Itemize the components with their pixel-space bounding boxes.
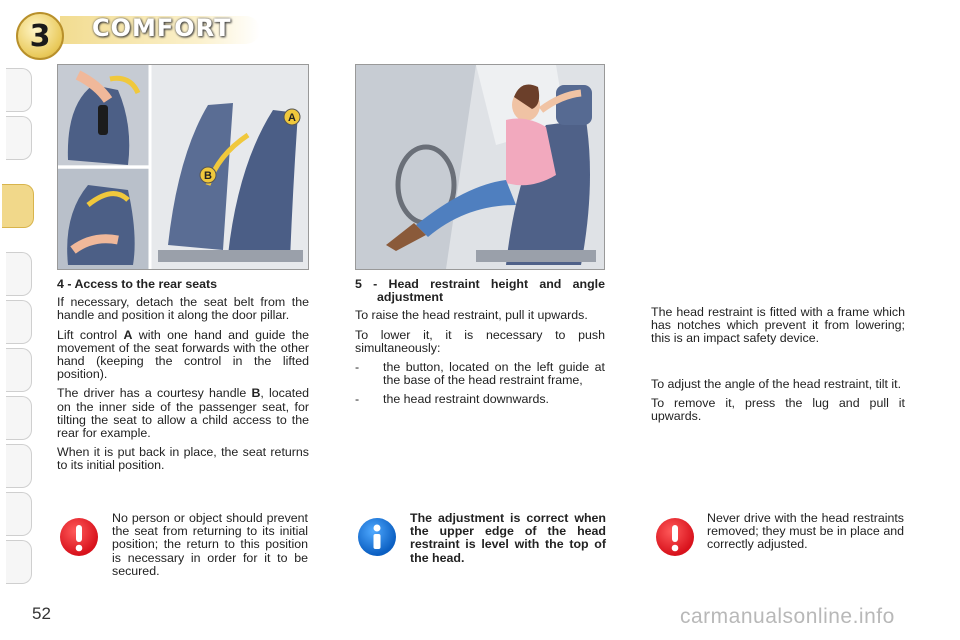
chapter-tab-active xyxy=(2,184,34,228)
head-restraint-illustration xyxy=(355,64,605,270)
list-item-text: the button, located on the left guide at the base of the head restraint frame, xyxy=(383,360,605,388)
page-number: 52 xyxy=(32,604,51,623)
list-item xyxy=(355,393,605,406)
list-item xyxy=(355,361,605,387)
paragraph: To raise the head restraint, pull it upwards. xyxy=(355,308,588,323)
chapter-tab xyxy=(6,492,32,536)
chapter-tab xyxy=(6,540,32,584)
section-heading: 5 - Head restraint height and angle adjustment xyxy=(355,277,605,305)
handle-b-ref: B xyxy=(251,386,261,401)
paragraph: To adjust the angle of the head restraint, tilt it. xyxy=(651,376,902,391)
chapter-number-badge: 3 xyxy=(16,12,64,60)
paragraph: The head restraint is fitted with a frame which has notches which prevent it from lowering; this is an impact safety device. xyxy=(651,305,905,346)
page-header xyxy=(0,0,960,60)
head-restraint-section xyxy=(355,278,605,413)
chapter-tab xyxy=(6,300,32,344)
head-restraint-warning: Never drive with the head restraints removed; they must be in place and correctly adjusted. xyxy=(707,511,904,552)
warning-icon xyxy=(60,518,98,556)
paragraph xyxy=(57,387,309,440)
chapter-tab xyxy=(6,68,32,112)
text-span: The driver has a courtesy handle xyxy=(57,386,252,401)
paragraph: To remove it, press the lug and pull it upwards. xyxy=(651,395,905,424)
section-heading: 4 - Access to the rear seats xyxy=(57,277,218,291)
text-span: with one hand and guide the movement of the seat forwards with the other hand (keeping the control in the lifted position). xyxy=(57,327,309,382)
paragraph xyxy=(57,329,309,382)
list-dash: - xyxy=(355,392,360,407)
list-item-text: the head restraint downwards. xyxy=(383,392,549,407)
head-restraint-details xyxy=(651,306,905,429)
info-icon xyxy=(358,518,396,556)
seat-return-warning: No person or object should prevent the seat from returning to its initial position; the return to this position is necessary in order for it to be secured. xyxy=(112,511,308,578)
list-dash: - xyxy=(355,360,360,375)
adjustment-info-note: The adjustment is correct when the upper edge of the head restraint is level with the top of the head. xyxy=(410,511,606,565)
warning-icon xyxy=(656,518,694,556)
callout-a-label: A xyxy=(288,112,296,124)
rear-seat-access-section xyxy=(57,278,309,479)
chapter-tab xyxy=(6,116,32,160)
chapter-tab xyxy=(6,444,32,488)
callout-b-label: B xyxy=(204,170,212,182)
paragraph: If necessary, detach the seat belt from the handle and position it along the door pillar. xyxy=(57,295,309,323)
text-span: , located on the inner side of the passenger seat, for tilting the seat to allow a child access to the rear for example. xyxy=(57,386,309,441)
chapter-tab-strip xyxy=(0,62,36,582)
paragraph: When it is put back in place, the seat returns to its initial position. xyxy=(57,445,309,473)
control-a-ref: A xyxy=(123,327,133,342)
text-span: Lift control xyxy=(57,327,124,342)
chapter-tab xyxy=(6,396,32,440)
chapter-tab xyxy=(6,252,32,296)
watermark: carmanualsonline.info xyxy=(680,605,895,628)
paragraph: To lower it, it is necessary to push simultaneously: xyxy=(355,327,605,355)
rear-seat-access-illustration xyxy=(57,64,309,270)
chapter-title: COMFORT xyxy=(92,14,232,42)
chapter-tab xyxy=(6,348,32,392)
